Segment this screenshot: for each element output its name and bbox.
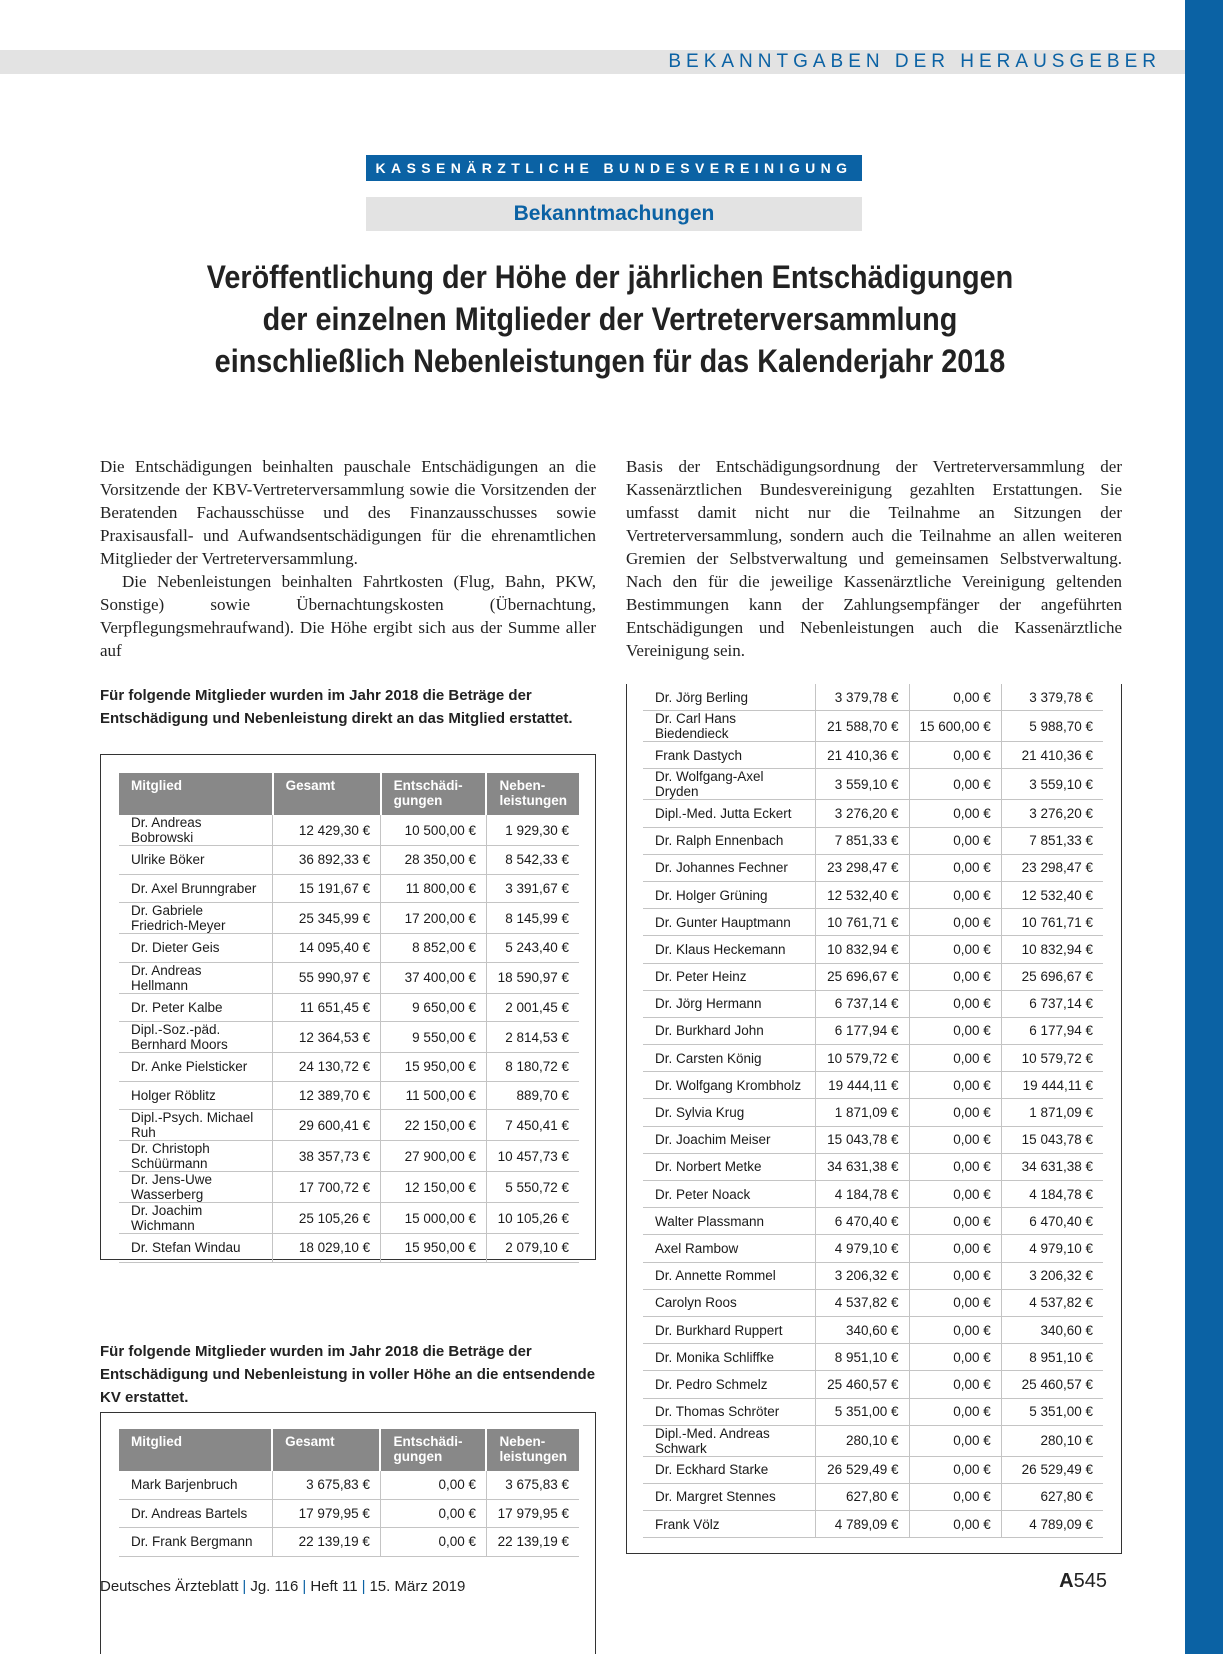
cell-nebenleistungen: 2 814,53 € <box>486 1022 579 1053</box>
table-row <box>643 963 1103 990</box>
cell-entschaedigungen: 0,00 € <box>909 1017 1001 1044</box>
cell-nebenleistungen: 3 206,32 € <box>1001 1262 1103 1289</box>
cell-nebenleistungen: 4 184,78 € <box>1001 1181 1103 1208</box>
cell-gesamt: 26 529,49 € <box>815 1456 909 1483</box>
header-gesamt: Gesamt <box>273 773 381 815</box>
table-header-row <box>119 773 579 815</box>
cell-mitglied: Dr. Frank Bergmann <box>119 1528 272 1557</box>
article-title <box>196 256 1024 382</box>
cell-mitglied: Dr. Eckhard Starke <box>643 1456 815 1483</box>
cell-entschaedigungen: 15 950,00 € <box>381 1053 487 1082</box>
table-row <box>643 1344 1103 1371</box>
header-nebenleistungen: Neben- leistungen <box>486 773 579 815</box>
cell-entschaedigungen: 28 350,00 € <box>381 846 487 875</box>
cell-nebenleistungen: 3 391,67 € <box>486 874 579 903</box>
table-direct-payments <box>119 773 579 1263</box>
cell-mitglied: Dr. Andreas Bobrowski <box>119 815 273 846</box>
table-row <box>119 874 579 903</box>
intro-paragraph: Die Nebenleistungen beinhalten Fahrtkosten (Flug, Bahn, PKW, Sonstige) sowie Übernachtungskosten (Übernachtung, Verpflegungsmehraufwand). Die Höhe ergibt sich aus der Summe aller auf <box>100 572 596 660</box>
cell-entschaedigungen: 0,00 € <box>909 1126 1001 1153</box>
cell-nebenleistungen: 3 559,10 € <box>1001 769 1103 800</box>
cell-nebenleistungen: 8 145,99 € <box>486 903 579 934</box>
cell-nebenleistungen: 5 243,40 € <box>486 934 579 963</box>
cell-entschaedigungen: 0,00 € <box>909 854 1001 881</box>
journal-issue: Heft 11 <box>310 1578 358 1595</box>
cell-entschaedigungen: 12 150,00 € <box>381 1172 487 1203</box>
cell-entschaedigungen: 17 200,00 € <box>381 903 487 934</box>
cell-mitglied: Dr. Axel Brunngraber <box>119 874 273 903</box>
journal-volume: Jg. 116 <box>250 1578 299 1595</box>
cell-gesamt: 12 364,53 € <box>273 1022 381 1053</box>
cell-mitglied: Dr. Sylvia Krug <box>643 1099 815 1126</box>
table-row <box>643 1425 1103 1456</box>
cell-entschaedigungen: 0,00 € <box>909 1099 1001 1126</box>
cell-gesamt: 25 696,67 € <box>815 963 909 990</box>
cell-nebenleistungen: 3 276,20 € <box>1001 800 1103 827</box>
cell-entschaedigungen: 15 000,00 € <box>381 1203 487 1234</box>
cell-mitglied: Dr. Andreas Bartels <box>119 1499 272 1528</box>
cell-mitglied: Dr. Peter Noack <box>643 1181 815 1208</box>
cell-gesamt: 3 379,78 € <box>815 684 909 711</box>
cell-entschaedigungen: 0,00 € <box>909 936 1001 963</box>
cell-nebenleistungen: 25 696,67 € <box>1001 963 1103 990</box>
side-color-bar <box>1185 0 1223 1654</box>
table-row <box>643 1511 1103 1538</box>
table-row <box>643 1126 1103 1153</box>
cell-nebenleistungen: 340,60 € <box>1001 1316 1103 1343</box>
cell-nebenleistungen: 17 979,95 € <box>486 1499 579 1528</box>
table-row <box>643 1398 1103 1425</box>
cell-nebenleistungen: 25 460,57 € <box>1001 1371 1103 1398</box>
cell-mitglied: Dr. Pedro Schmelz <box>643 1371 815 1398</box>
cell-mitglied: Dr. Burkhard Ruppert <box>643 1316 815 1343</box>
cell-mitglied: Holger Röblitz <box>119 1081 273 1110</box>
cell-entschaedigungen: 15 950,00 € <box>381 1234 487 1263</box>
cell-mitglied: Walter Plassmann <box>643 1208 815 1235</box>
cell-entschaedigungen: 0,00 € <box>909 1398 1001 1425</box>
footer-separator: | <box>361 1578 366 1595</box>
table-row <box>643 1072 1103 1099</box>
cell-entschaedigungen: 0,00 € <box>909 827 1001 854</box>
intro-paragraph: Basis der Entschädigungsordnung der Vertreterversammlung der Kassenärztlichen Bundesvereinigung gezahlten Erstattungen. Sie umfasst damit nicht nur die Teilnahme an Sitzungen der Vertreterversammlung, sondern auch die Teilnahme an allen weiteren Gremien der Selbstverwaltung und gemeinsamen Selbstverwaltung. Nach den für die jeweilige Kassenärztliche Vereinigung geltenden Bestimmungen kann der Zahlungsempfänger der angeführten Entschädigungen und Nebenleistungen auch die Kassenärztliche Vereinigung sein. <box>626 457 1122 660</box>
cell-nebenleistungen: 4 789,09 € <box>1001 1511 1103 1538</box>
cell-gesamt: 19 444,11 € <box>815 1072 909 1099</box>
table-row <box>643 990 1103 1017</box>
cell-gesamt: 6 737,14 € <box>815 990 909 1017</box>
cell-gesamt: 10 761,71 € <box>815 909 909 936</box>
cell-entschaedigungen: 0,00 € <box>380 1471 486 1499</box>
cell-nebenleistungen: 10 832,94 € <box>1001 936 1103 963</box>
table-row <box>643 1456 1103 1483</box>
cell-mitglied: Dr. Holger Grüning <box>643 881 815 908</box>
cell-gesamt: 38 357,73 € <box>273 1141 381 1172</box>
cell-gesamt: 25 105,26 € <box>273 1203 381 1234</box>
footer-separator: | <box>302 1578 307 1595</box>
table-a-caption: Für folgende Mitglieder wurden im Jahr 2018 die Beträge der Entschädigung und Nebenleistung direkt an das Mitglied erstattet. <box>100 687 573 727</box>
cell-entschaedigungen: 0,00 € <box>380 1528 486 1557</box>
cell-mitglied: Dr. Jörg Hermann <box>643 990 815 1017</box>
cell-mitglied: Dr. Stefan Windau <box>119 1234 273 1263</box>
cell-mitglied: Dr. Klaus Heckemann <box>643 936 815 963</box>
cell-gesamt: 5 351,00 € <box>815 1398 909 1425</box>
table-row <box>119 1499 579 1528</box>
cell-mitglied: Dipl.-Med. Andreas Schwark <box>643 1425 815 1456</box>
cell-gesamt: 627,80 € <box>815 1483 909 1510</box>
page-footer <box>100 1578 465 1595</box>
table-row <box>119 1141 579 1172</box>
page-number <box>1059 1570 1107 1593</box>
cell-mitglied: Dr. Dieter Geis <box>119 934 273 963</box>
journal-name: Deutsches Ärzteblatt <box>100 1578 239 1595</box>
table-row <box>643 684 1103 711</box>
cell-mitglied: Dr. Carsten König <box>643 1045 815 1072</box>
cell-entschaedigungen: 0,00 € <box>909 1262 1001 1289</box>
cell-nebenleistungen: 8 951,10 € <box>1001 1344 1103 1371</box>
intro-paragraph: Die Entschädigungen beinhalten pauschale Entschädigungen an die Vorsitzende der KBV-Vertreterversammlung sowie die Vorsitzenden der Beratenden Fachausschüsse und des Finanzausschusses sowie Praxisausfall- und Aufwandsentschädigungen für die ehrenamtlichen Mitglieder der Vertreterversammlung. <box>100 457 596 568</box>
cell-nebenleistungen: 7 450,41 € <box>486 1110 579 1141</box>
cell-nebenleistungen: 10 457,73 € <box>486 1141 579 1172</box>
cell-entschaedigungen: 0,00 € <box>909 1425 1001 1456</box>
table-row <box>119 1172 579 1203</box>
cell-nebenleistungen: 22 139,19 € <box>486 1528 579 1557</box>
cell-entschaedigungen: 11 500,00 € <box>381 1081 487 1110</box>
cell-gesamt: 3 559,10 € <box>815 769 909 800</box>
cell-gesamt: 11 651,45 € <box>273 993 381 1022</box>
cell-mitglied: Dipl.-Med. Jutta Eckert <box>643 800 815 827</box>
cell-nebenleistungen: 627,80 € <box>1001 1483 1103 1510</box>
cell-gesamt: 29 600,41 € <box>273 1110 381 1141</box>
cell-entschaedigungen: 8 852,00 € <box>381 934 487 963</box>
article-title-line: der einzelnen Mitglieder der Vertreterversammlung <box>262 301 958 337</box>
cell-entschaedigungen: 0,00 € <box>909 990 1001 1017</box>
cell-entschaedigungen: 0,00 € <box>909 1511 1001 1538</box>
cell-gesamt: 4 979,10 € <box>815 1235 909 1262</box>
table-row <box>119 1203 579 1234</box>
cell-mitglied: Dr. Gunter Hauptmann <box>643 909 815 936</box>
cell-entschaedigungen: 0,00 € <box>909 1316 1001 1343</box>
organisation-banner: KASSENÄRZTLICHE BUNDESVEREINIGUNG <box>366 155 862 181</box>
cell-nebenleistungen: 4 537,82 € <box>1001 1289 1103 1316</box>
cell-gesamt: 17 979,95 € <box>272 1499 380 1528</box>
cell-nebenleistungen: 10 761,71 € <box>1001 909 1103 936</box>
cell-entschaedigungen: 0,00 € <box>909 684 1001 711</box>
cell-gesamt: 12 389,70 € <box>273 1081 381 1110</box>
cell-entschaedigungen: 0,00 € <box>909 1371 1001 1398</box>
table-c-frame <box>626 684 1122 1554</box>
intro-column-right <box>626 455 1122 662</box>
table-row <box>119 1234 579 1263</box>
table-body <box>119 815 579 1262</box>
cell-entschaedigungen: 0,00 € <box>909 881 1001 908</box>
table-row <box>119 934 579 963</box>
table-body <box>119 1471 579 1556</box>
cell-mitglied: Ulrike Böker <box>119 846 273 875</box>
cell-entschaedigungen: 0,00 € <box>909 963 1001 990</box>
table-row <box>643 1316 1103 1343</box>
cell-entschaedigungen: 9 550,00 € <box>381 1022 487 1053</box>
cell-nebenleistungen: 3 379,78 € <box>1001 684 1103 711</box>
table-row <box>643 1262 1103 1289</box>
cell-gesamt: 21 410,36 € <box>815 742 909 769</box>
cell-mitglied: Dr. Anke Pielsticker <box>119 1053 273 1082</box>
cell-gesamt: 6 470,40 € <box>815 1208 909 1235</box>
cell-mitglied: Carolyn Roos <box>643 1289 815 1316</box>
cell-entschaedigungen: 0,00 € <box>909 909 1001 936</box>
cell-gesamt: 18 029,10 € <box>273 1234 381 1263</box>
cell-gesamt: 10 832,94 € <box>815 936 909 963</box>
cell-nebenleistungen: 23 298,47 € <box>1001 854 1103 881</box>
article-title-line: Veröffentlichung der Höhe der jährlichen Entschädigungen <box>206 259 1014 295</box>
cell-mitglied: Dr. Jörg Berling <box>643 684 815 711</box>
rubric-banner: Bekanntmachungen <box>366 197 862 231</box>
cell-gesamt: 3 276,20 € <box>815 800 909 827</box>
table-row <box>119 962 579 993</box>
cell-entschaedigungen: 0,00 € <box>909 1208 1001 1235</box>
table-row <box>643 936 1103 963</box>
cell-gesamt: 4 184,78 € <box>815 1181 909 1208</box>
cell-nebenleistungen: 889,70 € <box>486 1081 579 1110</box>
cell-gesamt: 25 460,57 € <box>815 1371 909 1398</box>
table-row <box>643 1289 1103 1316</box>
table-a-frame <box>100 754 596 1260</box>
article-title-line: einschließlich Nebenleistungen für das Kalenderjahr 2018 <box>214 343 1006 379</box>
cell-gesamt: 36 892,33 € <box>273 846 381 875</box>
table-row <box>643 800 1103 827</box>
intro-column-left <box>100 455 596 662</box>
cell-nebenleistungen: 6 470,40 € <box>1001 1208 1103 1235</box>
cell-nebenleistungen: 10 105,26 € <box>486 1203 579 1234</box>
cell-gesamt: 15 191,67 € <box>273 874 381 903</box>
table-kv-payments-continued <box>643 684 1103 1538</box>
cell-gesamt: 340,60 € <box>815 1316 909 1343</box>
table-row <box>119 815 579 846</box>
cell-entschaedigungen: 37 400,00 € <box>381 962 487 993</box>
cell-gesamt: 280,10 € <box>815 1425 909 1456</box>
table-row <box>643 827 1103 854</box>
table-row <box>643 711 1103 742</box>
header-mitglied: Mitglied <box>119 1429 272 1471</box>
table-row <box>119 1053 579 1082</box>
cell-gesamt: 12 532,40 € <box>815 881 909 908</box>
cell-entschaedigungen: 0,00 € <box>909 1181 1001 1208</box>
cell-entschaedigungen: 0,00 € <box>909 1344 1001 1371</box>
cell-nebenleistungen: 19 444,11 € <box>1001 1072 1103 1099</box>
cell-entschaedigungen: 10 500,00 € <box>381 815 487 846</box>
table-header-row <box>119 1429 579 1471</box>
page-number-value: 545 <box>1073 1570 1107 1592</box>
cell-nebenleistungen: 6 737,14 € <box>1001 990 1103 1017</box>
cell-nebenleistungen: 6 177,94 € <box>1001 1017 1103 1044</box>
cell-mitglied: Dr. Gabriele Friedrich-Meyer <box>119 903 273 934</box>
cell-entschaedigungen: 0,00 € <box>909 1153 1001 1180</box>
cell-nebenleistungen: 26 529,49 € <box>1001 1456 1103 1483</box>
table-row <box>643 854 1103 881</box>
cell-mitglied: Dr. Norbert Metke <box>643 1153 815 1180</box>
cell-mitglied: Dr. Christoph Schüürmann <box>119 1141 273 1172</box>
cell-gesamt: 3 675,83 € <box>272 1471 380 1499</box>
cell-mitglied: Dr. Annette Rommel <box>643 1262 815 1289</box>
cell-gesamt: 7 851,33 € <box>815 827 909 854</box>
header-nebenleistungen: Neben- leistungen <box>486 1429 579 1471</box>
cell-entschaedigungen: 15 600,00 € <box>909 711 1001 742</box>
table-row <box>119 846 579 875</box>
journal-date: 15. März 2019 <box>369 1578 466 1595</box>
header-entschaedigungen: Entschädi- gungen <box>381 773 487 815</box>
table-b-caption: Für folgende Mitglieder wurden im Jahr 2018 die Beträge der Entschädigung und Nebenleistung in voller Höhe an die entsendende KV erstattet. <box>100 1343 596 1406</box>
cell-nebenleistungen: 5 351,00 € <box>1001 1398 1103 1425</box>
cell-entschaedigungen: 11 800,00 € <box>381 874 487 903</box>
cell-nebenleistungen: 5 988,70 € <box>1001 711 1103 742</box>
table-row <box>643 1099 1103 1126</box>
cell-entschaedigungen: 22 150,00 € <box>381 1110 487 1141</box>
cell-gesamt: 8 951,10 € <box>815 1344 909 1371</box>
section-title: BEKANNTGABEN DER HERAUSGEBER <box>668 51 1161 72</box>
cell-gesamt: 21 588,70 € <box>815 711 909 742</box>
cell-nebenleistungen: 2 001,45 € <box>486 993 579 1022</box>
cell-nebenleistungen: 1 929,30 € <box>486 815 579 846</box>
cell-mitglied: Dr. Burkhard John <box>643 1017 815 1044</box>
cell-mitglied: Dr. Wolfgang Krombholz <box>643 1072 815 1099</box>
cell-nebenleistungen: 5 550,72 € <box>486 1172 579 1203</box>
cell-entschaedigungen: 0,00 € <box>909 1289 1001 1316</box>
cell-mitglied: Dr. Jens-Uwe Wasserberg <box>119 1172 273 1203</box>
cell-gesamt: 17 700,72 € <box>273 1172 381 1203</box>
cell-entschaedigungen: 9 650,00 € <box>381 993 487 1022</box>
cell-entschaedigungen: 27 900,00 € <box>381 1141 487 1172</box>
cell-mitglied: Dr. Wolfgang-Axel Dryden <box>643 769 815 800</box>
cell-gesamt: 1 871,09 € <box>815 1099 909 1126</box>
cell-nebenleistungen: 18 590,97 € <box>486 962 579 993</box>
cell-nebenleistungen: 280,10 € <box>1001 1425 1103 1456</box>
cell-nebenleistungen: 4 979,10 € <box>1001 1235 1103 1262</box>
cell-gesamt: 6 177,94 € <box>815 1017 909 1044</box>
table-row <box>643 769 1103 800</box>
cell-mitglied: Dr. Andreas Hellmann <box>119 962 273 993</box>
table-row <box>643 1017 1103 1044</box>
cell-gesamt: 23 298,47 € <box>815 854 909 881</box>
table-kv-payments <box>119 1429 579 1557</box>
cell-entschaedigungen: 0,00 € <box>909 1456 1001 1483</box>
cell-nebenleistungen: 15 043,78 € <box>1001 1126 1103 1153</box>
table-row <box>643 1208 1103 1235</box>
cell-mitglied: Dr. Monika Schliffke <box>643 1344 815 1371</box>
cell-mitglied: Frank Völz <box>643 1511 815 1538</box>
cell-mitglied: Dr. Johannes Fechner <box>643 854 815 881</box>
cell-gesamt: 22 139,19 € <box>272 1528 380 1557</box>
cell-nebenleistungen: 12 532,40 € <box>1001 881 1103 908</box>
cell-nebenleistungen: 10 579,72 € <box>1001 1045 1103 1072</box>
cell-mitglied: Dr. Peter Heinz <box>643 963 815 990</box>
table-row <box>119 1081 579 1110</box>
cell-mitglied: Axel Rambow <box>643 1235 815 1262</box>
header-mitglied: Mitglied <box>119 773 273 815</box>
cell-gesamt: 4 537,82 € <box>815 1289 909 1316</box>
table-row <box>643 1371 1103 1398</box>
table-row <box>643 742 1103 769</box>
cell-entschaedigungen: 0,00 € <box>909 1235 1001 1262</box>
cell-gesamt: 10 579,72 € <box>815 1045 909 1072</box>
table-b-frame <box>100 1412 596 1654</box>
cell-gesamt: 14 095,40 € <box>273 934 381 963</box>
cell-mitglied: Dr. Peter Kalbe <box>119 993 273 1022</box>
cell-gesamt: 3 206,32 € <box>815 1262 909 1289</box>
table-row <box>119 903 579 934</box>
table-row <box>119 1528 579 1557</box>
cell-nebenleistungen: 2 079,10 € <box>486 1234 579 1263</box>
cell-entschaedigungen: 0,00 € <box>909 1072 1001 1099</box>
cell-nebenleistungen: 8 542,33 € <box>486 846 579 875</box>
table-row <box>643 1483 1103 1510</box>
table-body <box>643 684 1103 1538</box>
cell-entschaedigungen: 0,00 € <box>909 769 1001 800</box>
cell-mitglied: Dr. Margret Stennes <box>643 1483 815 1510</box>
cell-gesamt: 4 789,09 € <box>815 1511 909 1538</box>
cell-gesamt: 15 043,78 € <box>815 1126 909 1153</box>
cell-entschaedigungen: 0,00 € <box>909 800 1001 827</box>
cell-gesamt: 24 130,72 € <box>273 1053 381 1082</box>
footer-separator: | <box>242 1578 247 1595</box>
cell-nebenleistungen: 34 631,38 € <box>1001 1153 1103 1180</box>
cell-nebenleistungen: 8 180,72 € <box>486 1053 579 1082</box>
cell-entschaedigungen: 0,00 € <box>909 1045 1001 1072</box>
cell-nebenleistungen: 3 675,83 € <box>486 1471 579 1499</box>
table-row <box>643 1045 1103 1072</box>
cell-mitglied: Frank Dastych <box>643 742 815 769</box>
table-row <box>643 1153 1103 1180</box>
cell-gesamt: 12 429,30 € <box>273 815 381 846</box>
cell-nebenleistungen: 1 871,09 € <box>1001 1099 1103 1126</box>
cell-entschaedigungen: 0,00 € <box>909 742 1001 769</box>
table-row <box>119 993 579 1022</box>
table-row <box>119 1471 579 1499</box>
table-row <box>643 909 1103 936</box>
cell-mitglied: Dr. Joachim Wichmann <box>119 1203 273 1234</box>
cell-nebenleistungen: 21 410,36 € <box>1001 742 1103 769</box>
header-gesamt: Gesamt <box>272 1429 380 1471</box>
cell-mitglied: Dipl.-Soz.-päd. Bernhard Moors <box>119 1022 273 1053</box>
cell-entschaedigungen: 0,00 € <box>909 1483 1001 1510</box>
cell-gesamt: 25 345,99 € <box>273 903 381 934</box>
cell-mitglied: Mark Barjenbruch <box>119 1471 272 1499</box>
cell-mitglied: Dr. Joachim Meiser <box>643 1126 815 1153</box>
table-row <box>643 881 1103 908</box>
cell-mitglied: Dipl.-Psych. Michael Ruh <box>119 1110 273 1141</box>
cell-mitglied: Dr. Thomas Schröter <box>643 1398 815 1425</box>
table-row <box>119 1022 579 1053</box>
page-prefix: A <box>1059 1570 1074 1592</box>
cell-gesamt: 55 990,97 € <box>273 962 381 993</box>
cell-mitglied: Dr. Ralph Ennenbach <box>643 827 815 854</box>
table-row <box>643 1235 1103 1262</box>
table-row <box>119 1110 579 1141</box>
cell-mitglied: Dr. Carl Hans Biedendieck <box>643 711 815 742</box>
table-row <box>643 1181 1103 1208</box>
cell-gesamt: 34 631,38 € <box>815 1153 909 1180</box>
header-entschaedigungen: Entschädi- gungen <box>380 1429 486 1471</box>
cell-nebenleistungen: 7 851,33 € <box>1001 827 1103 854</box>
cell-entschaedigungen: 0,00 € <box>380 1499 486 1528</box>
